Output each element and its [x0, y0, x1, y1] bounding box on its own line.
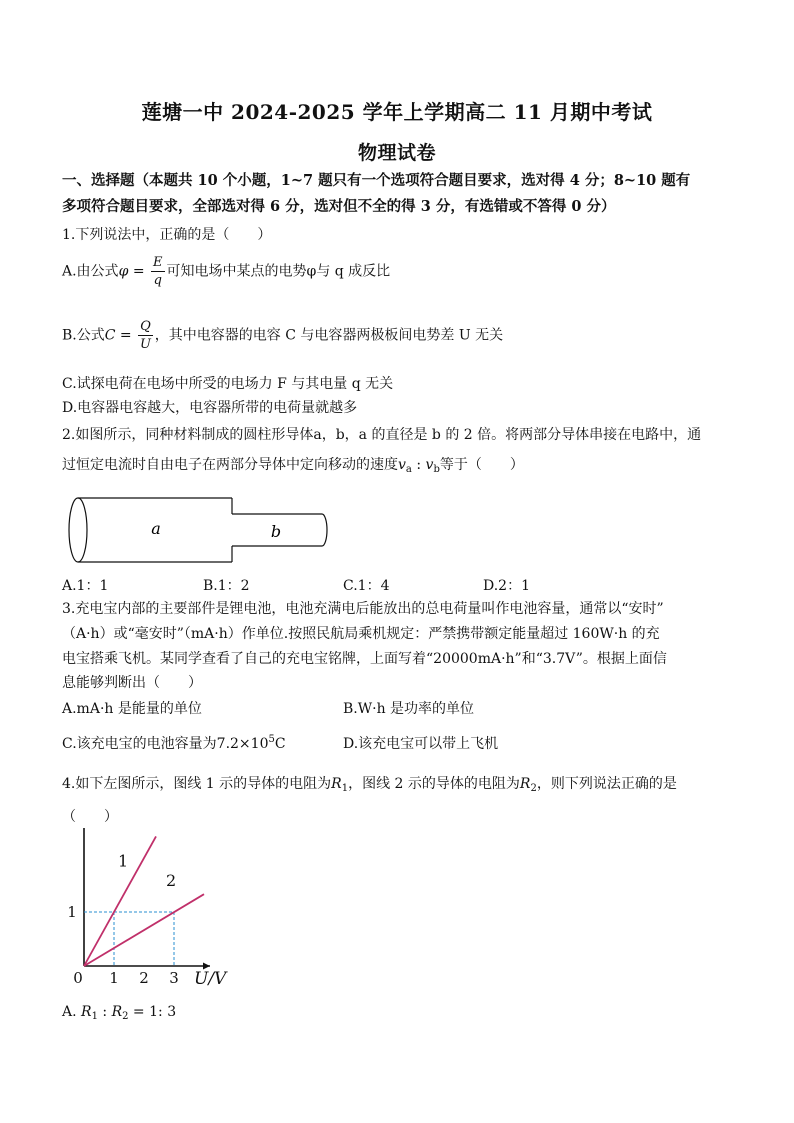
q4-stem-post: ，则下列说法正确的是 [536, 776, 677, 792]
x-tick-2: 2 [139, 969, 149, 987]
q4-stem-mid: ，图线 2 示的导体的电阻为 [348, 776, 520, 792]
q4-a-r1: R [81, 1004, 92, 1020]
section-heading-line1: 一、选择题（本题共 10 个小题，1~7 题只有一个选项符合题目要求，选对得 4 分；8~10 题有 [62, 172, 691, 189]
iu-series [84, 836, 204, 966]
q4-r1: R [331, 776, 342, 792]
q3-option-b[interactable]: B.W·h 是功率的单位 [343, 701, 475, 717]
series-label-1: 1 [118, 851, 129, 871]
exam-subtitle: 物理试卷 [357, 142, 436, 164]
q3-option-d[interactable]: D.该充电宝可以带上飞机 [343, 736, 499, 752]
q1-option-d[interactable]: D.电容器电容越大，电容器所带的电荷量就越多 [62, 400, 358, 416]
q1-a-numerator: E [153, 255, 163, 270]
q2-colon: : [411, 457, 426, 473]
q3-line1: 3.充电宝内部的主要部件是锂电池，电池充满电后能放出的总电荷量叫作电池容量，通常以“安时” [62, 601, 664, 617]
exam-title: 莲塘一中 2024-2025 学年上学期高二 11 月期中考试 [141, 100, 653, 124]
iu-axes [81, 828, 211, 970]
q4-r1-sub: 1 [341, 783, 349, 794]
q2-v-b: v [425, 457, 434, 473]
conductor-b-end [322, 514, 327, 546]
q1-option-c[interactable]: C.试探电荷在电场中所受的电场力 F 与其电量 q 无关 [62, 376, 394, 392]
q2-stem-line2 [62, 454, 524, 475]
q1-a-suffix: 可知电场中某点的电势φ与 q 成反比 [166, 263, 391, 280]
q1-b-denominator: U [139, 337, 151, 352]
q4-option-a[interactable]: A. $R_1$ : $R_2 = 1$: 3 [62, 1004, 177, 1022]
q4-a-r1-sub: 1 [91, 1011, 98, 1022]
q2-v-a: v [398, 457, 406, 473]
q4-stem-pre: 4.如下左图所示，图线 1 示的导体的电阻为 [62, 776, 332, 792]
conductor-b-label: b [270, 522, 282, 541]
section-heading-line2: 多项符合题目要求，全部选对得 6 分，选对但不全的得 3 分，有选错或不答得 0 分） [62, 198, 616, 215]
q1-stem: 1.下列说法中，正确的是（ ） [62, 227, 272, 243]
q1-b-lhs: C [104, 327, 116, 344]
q1-b-numerator: Q [140, 319, 151, 334]
conductor-a-label: a [151, 519, 161, 538]
q3-c-pre: C.该充电宝的电池容量为7.2×10 [62, 736, 269, 752]
section-heading [62, 168, 742, 220]
q1-option-b[interactable] [62, 320, 503, 351]
series-label-2: 2 [166, 871, 177, 891]
q2-stem-pre: 过恒定电流时自由电子在两部分导体中定向移动的速度 [62, 457, 398, 473]
y-tick-1: 1 [67, 903, 77, 921]
q1-option-a[interactable] [62, 256, 390, 287]
q3-option-a[interactable]: A.mA·h 是能量的单位 [62, 701, 202, 717]
q2-option-c[interactable]: C.1：4 [343, 578, 390, 594]
q4-a-r2-sub: 2 [122, 1011, 129, 1022]
q3-line2: （A·h）或“毫安时”（mA·h）作单位.按照民航局乘机规定：严禁携带额定能量超过 160W·h 的充 [62, 626, 660, 642]
q1-a-fraction [151, 256, 165, 287]
q1-a-lhs: φ [118, 263, 129, 280]
q2-sub-b: b [433, 464, 440, 475]
q2-stem-post: 等于（ ） [439, 457, 524, 473]
q1-b-eq: = [115, 327, 137, 344]
q1-b-fraction [138, 320, 153, 351]
q4-r2: R [519, 776, 531, 792]
q4-a-r2: R [111, 1004, 123, 1020]
q1-b-prefix: B.公式 [62, 327, 105, 344]
x-axis-label: U/V [194, 969, 227, 989]
q1-a-denominator: q [153, 273, 162, 288]
q3-line3: 电宝搭乘飞机。某同学查看了自己的充电宝铭牌，上面写着“20000mA·h”和“3.7V”。根据上面信 [62, 651, 667, 667]
q2-option-b[interactable]: B.1：2 [203, 578, 250, 594]
q3-c-exp: 5 [268, 734, 275, 745]
q3-c-post: C [274, 736, 286, 752]
conductor-a-end [69, 498, 87, 562]
q2-option-d[interactable]: D.2：1 [483, 578, 530, 594]
x-tick-0: 0 [73, 969, 83, 987]
q4-a-pre: A. [62, 1004, 82, 1020]
y-axis-label [95, 828, 121, 830]
q3-line4: 息能够判断出（ ） [62, 675, 202, 691]
q4-paren: （ ） [62, 809, 118, 825]
q3-option-c[interactable] [62, 733, 286, 753]
q1-a-eq: = [128, 263, 150, 280]
q4-r2-sub: 2 [530, 783, 537, 794]
q1-b-suffix: ，其中电容器的电容 C 与电容器两极板间电势差 U 无关 [154, 327, 504, 344]
q2-option-a[interactable]: A.1：1 [62, 578, 109, 594]
q2-stem-line1: 2.如图所示，同种材料制成的圆柱形导体a，b，a 的直径是 b 的 2 倍。将两部分导体串接在电路中，通 [62, 427, 702, 443]
x-tick-3: 3 [169, 969, 179, 987]
q4-stem [62, 773, 677, 794]
iu-graph [60, 828, 240, 990]
conductor-diagram [60, 490, 340, 570]
q1-a-prefix: A.由公式 [62, 263, 119, 280]
q2-sub-a: a [405, 464, 412, 475]
series-line-2 [84, 894, 204, 966]
x-tick-1: 1 [109, 969, 119, 987]
q4-a-post: = 1: 3 [128, 1004, 177, 1020]
